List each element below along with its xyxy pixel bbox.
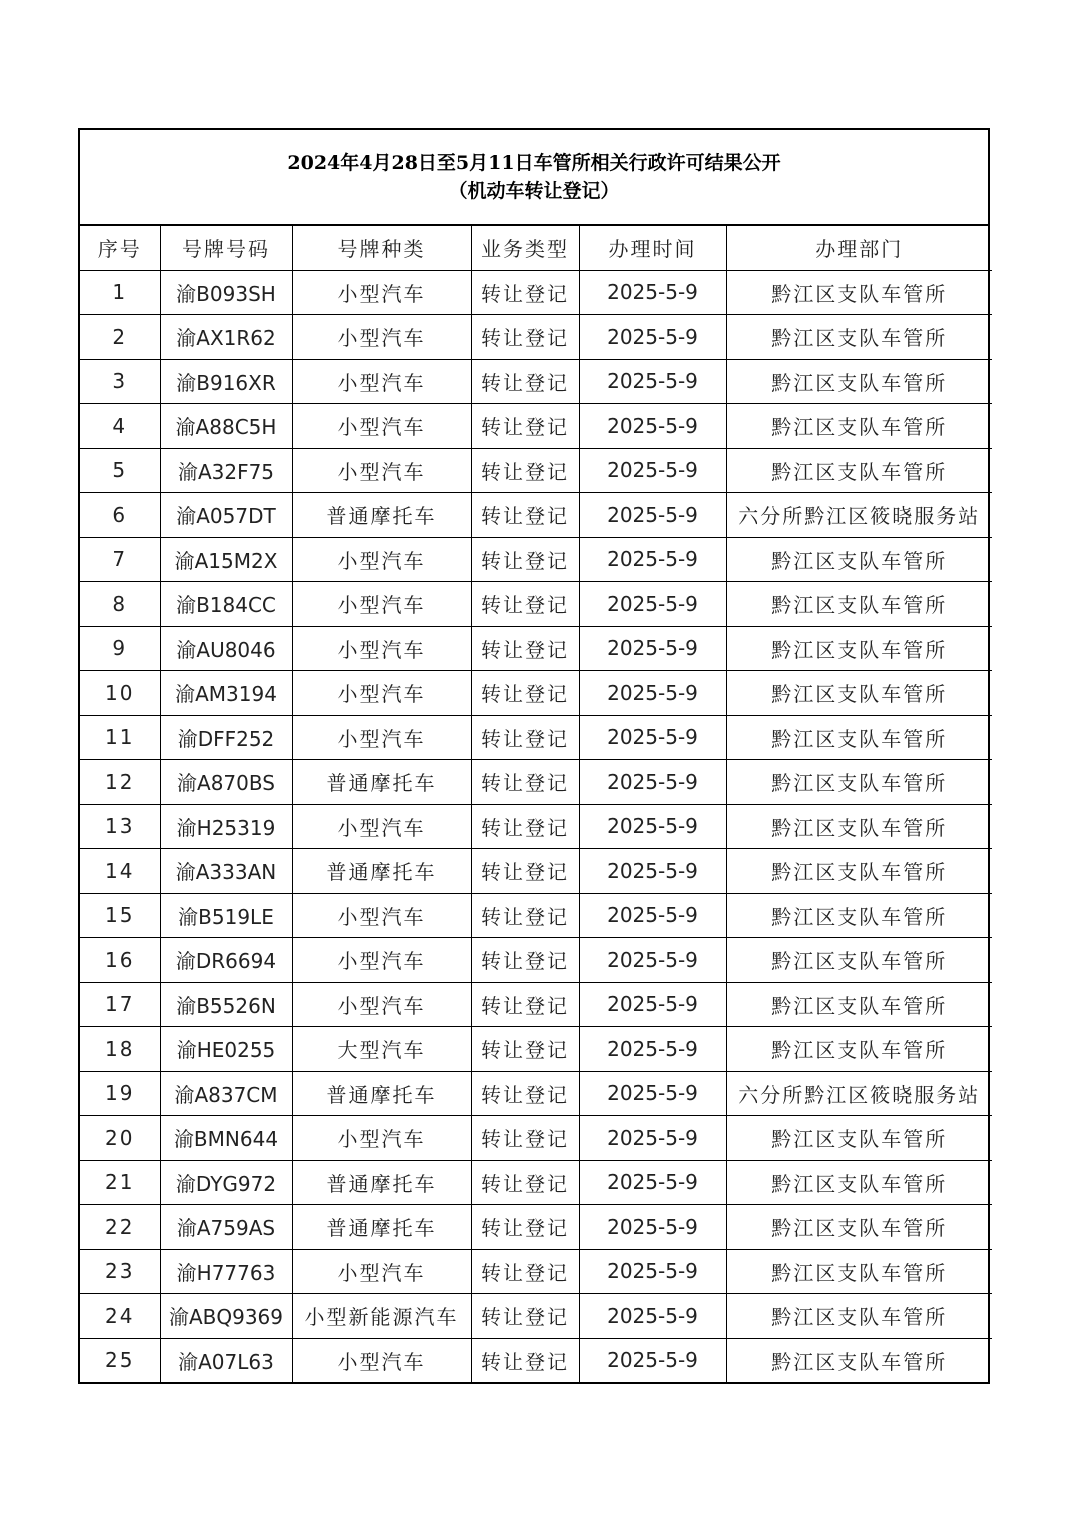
table-row bbox=[80, 1160, 992, 1205]
document-sheet bbox=[78, 128, 990, 1384]
cell-index: 5 bbox=[80, 448, 160, 493]
cell-plate-type: 小型汽车 bbox=[292, 270, 471, 315]
cell-business-type: 转让登记 bbox=[471, 1294, 579, 1339]
cell-plate-type: 小型汽车 bbox=[292, 359, 471, 404]
cell-plate-type: 小型汽车 bbox=[292, 626, 471, 671]
cell-department: 黔江区支队车管所 bbox=[726, 626, 992, 671]
cell-process-date: 2025-5-9 bbox=[579, 582, 726, 627]
cell-plate-type: 普通摩托车 bbox=[292, 1160, 471, 1205]
cell-plate-number: 渝HE0255 bbox=[160, 1027, 292, 1072]
cell-index: 17 bbox=[80, 982, 160, 1027]
cell-process-date: 2025-5-9 bbox=[579, 1071, 726, 1116]
cell-department: 黔江区支队车管所 bbox=[726, 671, 992, 716]
cell-process-date: 2025-5-9 bbox=[579, 270, 726, 315]
cell-plate-type: 小型汽车 bbox=[292, 448, 471, 493]
cell-plate-number: 渝B184CC bbox=[160, 582, 292, 627]
cell-plate-number: 渝AM3194 bbox=[160, 671, 292, 716]
cell-plate-type: 大型汽车 bbox=[292, 1027, 471, 1072]
cell-process-date: 2025-5-9 bbox=[579, 626, 726, 671]
cell-department: 黔江区支队车管所 bbox=[726, 1249, 992, 1294]
table-row bbox=[80, 404, 992, 449]
cell-process-date: 2025-5-9 bbox=[579, 493, 726, 538]
cell-plate-type: 小型汽车 bbox=[292, 582, 471, 627]
cell-index: 23 bbox=[80, 1249, 160, 1294]
title-block bbox=[80, 130, 988, 226]
cell-business-type: 转让登记 bbox=[471, 982, 579, 1027]
cell-index: 16 bbox=[80, 938, 160, 983]
registration-table bbox=[80, 226, 992, 1382]
cell-index: 4 bbox=[80, 404, 160, 449]
cell-plate-number: 渝DYG972 bbox=[160, 1160, 292, 1205]
cell-department: 黔江区支队车管所 bbox=[726, 1338, 992, 1382]
cell-department: 黔江区支队车管所 bbox=[726, 315, 992, 360]
cell-process-date: 2025-5-9 bbox=[579, 893, 726, 938]
cell-index: 21 bbox=[80, 1160, 160, 1205]
cell-process-date: 2025-5-9 bbox=[579, 715, 726, 760]
table-row bbox=[80, 982, 992, 1027]
cell-business-type: 转让登记 bbox=[471, 537, 579, 582]
cell-department: 黔江区支队车管所 bbox=[726, 448, 992, 493]
cell-process-date: 2025-5-9 bbox=[579, 938, 726, 983]
cell-process-date: 2025-5-9 bbox=[579, 359, 726, 404]
header-plate-number: 号牌号码 bbox=[160, 226, 292, 270]
cell-index: 10 bbox=[80, 671, 160, 716]
cell-process-date: 2025-5-9 bbox=[579, 1249, 726, 1294]
document-title: 2024年4月28日至5月11日车管所相关行政许可结果公开 bbox=[287, 152, 781, 174]
table-row bbox=[80, 315, 992, 360]
cell-index: 14 bbox=[80, 849, 160, 894]
cell-department: 黔江区支队车管所 bbox=[726, 1160, 992, 1205]
cell-business-type: 转让登记 bbox=[471, 493, 579, 538]
cell-process-date: 2025-5-9 bbox=[579, 849, 726, 894]
cell-department: 黔江区支队车管所 bbox=[726, 1116, 992, 1161]
cell-department: 黔江区支队车管所 bbox=[726, 938, 992, 983]
cell-department: 黔江区支队车管所 bbox=[726, 893, 992, 938]
cell-plate-number: 渝A15M2X bbox=[160, 537, 292, 582]
cell-plate-type: 小型汽车 bbox=[292, 715, 471, 760]
table-row bbox=[80, 1071, 992, 1116]
cell-plate-type: 小型新能源汽车 bbox=[292, 1294, 471, 1339]
cell-business-type: 转让登记 bbox=[471, 448, 579, 493]
table-row bbox=[80, 760, 992, 805]
cell-business-type: 转让登记 bbox=[471, 270, 579, 315]
cell-plate-number: 渝B093SH bbox=[160, 270, 292, 315]
cell-department: 黔江区支队车管所 bbox=[726, 1205, 992, 1250]
cell-index: 9 bbox=[80, 626, 160, 671]
cell-process-date: 2025-5-9 bbox=[579, 982, 726, 1027]
cell-plate-number: 渝A32F75 bbox=[160, 448, 292, 493]
cell-department: 黔江区支队车管所 bbox=[726, 1027, 992, 1072]
cell-department: 黔江区支队车管所 bbox=[726, 270, 992, 315]
cell-index: 12 bbox=[80, 760, 160, 805]
table-body bbox=[80, 270, 992, 1382]
cell-business-type: 转让登记 bbox=[471, 893, 579, 938]
cell-plate-type: 小型汽车 bbox=[292, 982, 471, 1027]
cell-plate-number: 渝ABQ9369 bbox=[160, 1294, 292, 1339]
cell-index: 20 bbox=[80, 1116, 160, 1161]
cell-business-type: 转让登记 bbox=[471, 1160, 579, 1205]
cell-process-date: 2025-5-9 bbox=[579, 537, 726, 582]
cell-business-type: 转让登记 bbox=[471, 1071, 579, 1116]
cell-index: 22 bbox=[80, 1205, 160, 1250]
cell-plate-number: 渝AX1R62 bbox=[160, 315, 292, 360]
cell-business-type: 转让登记 bbox=[471, 315, 579, 360]
cell-plate-number: 渝BMN644 bbox=[160, 1116, 292, 1161]
cell-business-type: 转让登记 bbox=[471, 582, 579, 627]
cell-department: 黔江区支队车管所 bbox=[726, 1294, 992, 1339]
document-subtitle: （机动车转让登记） bbox=[448, 180, 620, 202]
cell-index: 8 bbox=[80, 582, 160, 627]
cell-plate-type: 普通摩托车 bbox=[292, 493, 471, 538]
cell-plate-type: 小型汽车 bbox=[292, 404, 471, 449]
cell-plate-number: 渝A837CM bbox=[160, 1071, 292, 1116]
cell-plate-type: 小型汽车 bbox=[292, 804, 471, 849]
cell-index: 15 bbox=[80, 893, 160, 938]
cell-department: 黔江区支队车管所 bbox=[726, 582, 992, 627]
cell-plate-type: 小型汽车 bbox=[292, 1338, 471, 1382]
table-row bbox=[80, 1205, 992, 1250]
table-row bbox=[80, 493, 992, 538]
cell-plate-type: 小型汽车 bbox=[292, 893, 471, 938]
table-row bbox=[80, 626, 992, 671]
cell-plate-number: 渝A057DT bbox=[160, 493, 292, 538]
cell-index: 13 bbox=[80, 804, 160, 849]
cell-index: 24 bbox=[80, 1294, 160, 1339]
cell-department: 黔江区支队车管所 bbox=[726, 359, 992, 404]
cell-index: 1 bbox=[80, 270, 160, 315]
cell-index: 19 bbox=[80, 1071, 160, 1116]
cell-department: 黔江区支队车管所 bbox=[726, 982, 992, 1027]
table-header-row bbox=[80, 226, 992, 270]
table-row bbox=[80, 270, 992, 315]
cell-department: 黔江区支队车管所 bbox=[726, 804, 992, 849]
cell-business-type: 转让登记 bbox=[471, 715, 579, 760]
cell-plate-number: 渝A88C5H bbox=[160, 404, 292, 449]
cell-business-type: 转让登记 bbox=[471, 1205, 579, 1250]
cell-department: 六分所黔江区筱晓服务站 bbox=[726, 1071, 992, 1116]
cell-business-type: 转让登记 bbox=[471, 1249, 579, 1294]
cell-business-type: 转让登记 bbox=[471, 938, 579, 983]
table-row bbox=[80, 671, 992, 716]
cell-plate-number: 渝DFF252 bbox=[160, 715, 292, 760]
cell-plate-number: 渝DR6694 bbox=[160, 938, 292, 983]
cell-plate-type: 小型汽车 bbox=[292, 1116, 471, 1161]
cell-process-date: 2025-5-9 bbox=[579, 404, 726, 449]
table-row bbox=[80, 1249, 992, 1294]
cell-business-type: 转让登记 bbox=[471, 1027, 579, 1072]
cell-process-date: 2025-5-9 bbox=[579, 1205, 726, 1250]
cell-process-date: 2025-5-9 bbox=[579, 315, 726, 360]
cell-process-date: 2025-5-9 bbox=[579, 1160, 726, 1205]
cell-process-date: 2025-5-9 bbox=[579, 671, 726, 716]
header-process-date: 办理时间 bbox=[579, 226, 726, 270]
cell-process-date: 2025-5-9 bbox=[579, 760, 726, 805]
cell-plate-number: 渝B519LE bbox=[160, 893, 292, 938]
table-row bbox=[80, 582, 992, 627]
cell-business-type: 转让登记 bbox=[471, 671, 579, 716]
cell-department: 六分所黔江区筱晓服务站 bbox=[726, 493, 992, 538]
cell-plate-type: 普通摩托车 bbox=[292, 1071, 471, 1116]
cell-process-date: 2025-5-9 bbox=[579, 1294, 726, 1339]
cell-business-type: 转让登记 bbox=[471, 804, 579, 849]
cell-business-type: 转让登记 bbox=[471, 1338, 579, 1382]
cell-business-type: 转让登记 bbox=[471, 404, 579, 449]
cell-plate-number: 渝A759AS bbox=[160, 1205, 292, 1250]
cell-business-type: 转让登记 bbox=[471, 626, 579, 671]
cell-business-type: 转让登记 bbox=[471, 849, 579, 894]
table-row bbox=[80, 893, 992, 938]
cell-index: 2 bbox=[80, 315, 160, 360]
cell-index: 3 bbox=[80, 359, 160, 404]
table-row bbox=[80, 849, 992, 894]
table-row bbox=[80, 1116, 992, 1161]
cell-plate-number: 渝A07L63 bbox=[160, 1338, 292, 1382]
cell-business-type: 转让登记 bbox=[471, 1116, 579, 1161]
header-plate-type: 号牌种类 bbox=[292, 226, 471, 270]
cell-plate-number: 渝H25319 bbox=[160, 804, 292, 849]
cell-process-date: 2025-5-9 bbox=[579, 1027, 726, 1072]
cell-plate-type: 普通摩托车 bbox=[292, 849, 471, 894]
table-row bbox=[80, 1338, 992, 1382]
cell-process-date: 2025-5-9 bbox=[579, 1116, 726, 1161]
table-row bbox=[80, 804, 992, 849]
table-row bbox=[80, 537, 992, 582]
cell-process-date: 2025-5-9 bbox=[579, 1338, 726, 1382]
cell-plate-type: 小型汽车 bbox=[292, 315, 471, 360]
cell-plate-number: 渝B916XR bbox=[160, 359, 292, 404]
cell-index: 11 bbox=[80, 715, 160, 760]
cell-process-date: 2025-5-9 bbox=[579, 448, 726, 493]
cell-plate-number: 渝B5526N bbox=[160, 982, 292, 1027]
cell-plate-type: 小型汽车 bbox=[292, 671, 471, 716]
table-row bbox=[80, 359, 992, 404]
table-row bbox=[80, 1027, 992, 1072]
cell-business-type: 转让登记 bbox=[471, 359, 579, 404]
cell-plate-type: 小型汽车 bbox=[292, 1249, 471, 1294]
table-row bbox=[80, 448, 992, 493]
cell-index: 6 bbox=[80, 493, 160, 538]
cell-plate-type: 小型汽车 bbox=[292, 938, 471, 983]
table-row bbox=[80, 938, 992, 983]
cell-plate-number: 渝H77763 bbox=[160, 1249, 292, 1294]
cell-plate-number: 渝AU8046 bbox=[160, 626, 292, 671]
cell-department: 黔江区支队车管所 bbox=[726, 715, 992, 760]
cell-process-date: 2025-5-9 bbox=[579, 804, 726, 849]
cell-business-type: 转让登记 bbox=[471, 760, 579, 805]
cell-index: 25 bbox=[80, 1338, 160, 1382]
table-row bbox=[80, 1294, 992, 1339]
header-index: 序号 bbox=[80, 226, 160, 270]
cell-department: 黔江区支队车管所 bbox=[726, 404, 992, 449]
cell-department: 黔江区支队车管所 bbox=[726, 760, 992, 805]
header-department: 办理部门 bbox=[726, 226, 992, 270]
table-row bbox=[80, 715, 992, 760]
cell-plate-type: 小型汽车 bbox=[292, 537, 471, 582]
cell-plate-number: 渝A333AN bbox=[160, 849, 292, 894]
cell-plate-type: 普通摩托车 bbox=[292, 1205, 471, 1250]
cell-plate-type: 普通摩托车 bbox=[292, 760, 471, 805]
cell-index: 18 bbox=[80, 1027, 160, 1072]
cell-plate-number: 渝A870BS bbox=[160, 760, 292, 805]
header-business-type: 业务类型 bbox=[471, 226, 579, 270]
cell-index: 7 bbox=[80, 537, 160, 582]
cell-department: 黔江区支队车管所 bbox=[726, 849, 992, 894]
cell-department: 黔江区支队车管所 bbox=[726, 537, 992, 582]
